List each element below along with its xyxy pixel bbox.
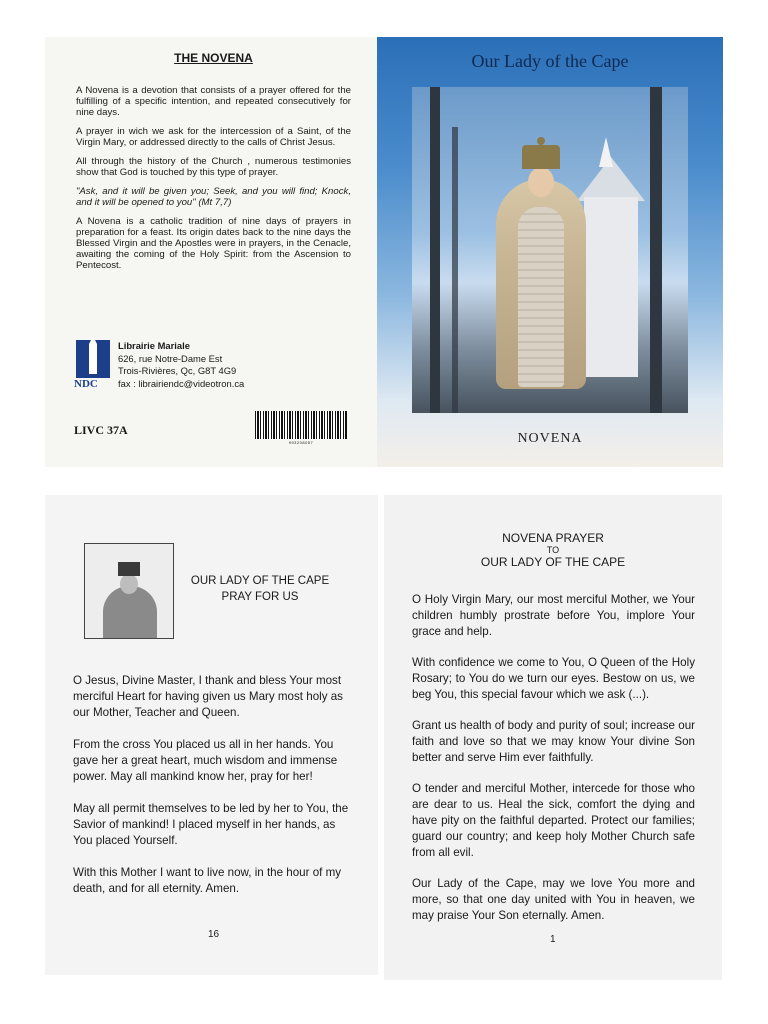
novena-paragraph: All through the history of the Church , numerous testimonies show that God is touched by this type of prayer. [76,156,351,178]
prayer-paragraph: O tender and merciful Mother, intercede for those who are dear to us. Heal the sick, comfort the dying and have pity on the faithful departed. Protect our families; guard our country; and keep holy Mother Church safe from all evil. [412,782,695,859]
cover-title: Our Lady of the Cape [471,51,629,71]
prayer-paragraph: From the cross You placed us all in her hands. You gave her a great heart, much wisdom and immense power. May all mankind know her, pray for her! [73,738,338,783]
scripture-quote: "Ask, and it will be given you; Seek, and you will find; Knock, and it will be opened to you" (Mt 7,7) [76,186,351,208]
page-16 [45,495,378,975]
back-cover-page [45,37,377,467]
prayer-paragraph: With this Mother I want to live now, in the hour of my death, and for all eternity. Amen. [73,866,342,895]
prayer-paragraph: O Holy Virgin Mary, our most merciful Mother, we Your children humbly prostrate before You, implore Your grace and help. [412,593,695,638]
prayer-paragraph: May all permit themselves to be led by her to You, the Savior of mankind! I placed myself in her hands, as You placed Yourself. [73,802,349,847]
cover-subtitle: NOVENA [517,431,583,446]
publisher-city: Trois-Rivières, Qc, G8T 4G9 [118,365,237,376]
heading-line: OUR LADY OF THE CAPE [480,555,626,569]
prayer-paragraph: O Jesus, Divine Master, I thank and bless Your most merciful Heart for having given us Mary most holy as our Mother, Teacher and Queen. [73,674,343,719]
prayer-paragraph: Grant us health of body and purity of soul; increase our faith and love so that we may know Your divine Son better and serve Him ever faithfully. [412,719,695,764]
publisher-fax: fax : librairiendc@videotron.ca [118,377,245,389]
ndc-logo [76,340,110,388]
publisher-address: 626, rue Notre-Dame Est [118,352,223,364]
catalog-code: LIVC 37A [74,423,128,437]
publisher-name: Librairie Mariale [118,340,190,351]
publisher-block [76,340,244,390]
heading-line: TO [546,545,560,555]
front-cover-page [377,37,723,467]
ndc-logo-text: NDC [74,378,98,390]
heading-line: PRAY FOR US [221,591,299,603]
page-number: 16 [208,929,220,940]
prayer-heading [185,573,335,605]
heading-line: NOVENA PRAYER [502,531,604,545]
heading-line: OUR LADY OF THE CAPE [190,575,330,587]
novena-paragraph: A prayer in wich we ask for the intercession of a Saint, of the Virgin Mary, or addressed directly to the calls of Christ Jesus. [76,126,351,148]
novena-paragraph: A Novena is a catholic tradition of nine days of prayers in preparation for a feast. Its origin dates back to the nine days the Blessed Virgin and the Apostles were in prayers, in the Cenacle, awaiting the coming of the Holy Spirit: from the Ascension to Pentecost. [76,216,351,271]
prayer-body [412,592,695,939]
page-number: 1 [550,934,556,945]
prayer-body [73,673,353,913]
novena-title: THE NOVENA [174,51,253,65]
statue-photo [412,87,688,413]
crown-icon [522,145,560,169]
prayer-heading [384,531,722,569]
statue-thumbnail [84,543,174,639]
barcode [255,411,347,439]
prayer-paragraph: With confidence we come to You, O Queen of the Holy Rosary; to You do we turn our eyes. Bestow on us, we beg You, this special favour which we ask (...). [412,656,695,701]
barcode-number: 993208057 [288,440,314,445]
page-1 [384,495,722,980]
novena-paragraph: A Novena is a devotion that consists of a prayer offered for the fulfilling of a specific intention, and repeated consecutively for nine days. [76,85,351,118]
prayer-paragraph: Our Lady of the Cape, may we love You more and more, so that one day united with You in heaven, we may praise Your Son eternally. Amen. [412,877,695,922]
